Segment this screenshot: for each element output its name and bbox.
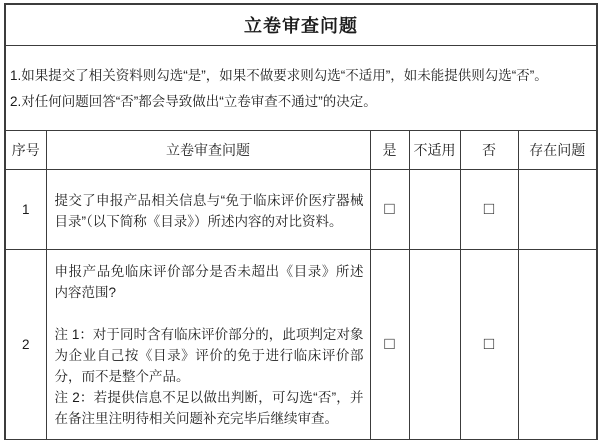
row-number: 1 (5, 170, 46, 250)
table-row-2 (5, 250, 597, 440)
col-header-number: 序号 (5, 131, 46, 170)
col-header-problems: 存在问题 (518, 131, 597, 170)
problems-cell (518, 170, 597, 250)
col-header-question: 立卷审查问题 (46, 131, 370, 170)
no-cell (460, 250, 518, 440)
checkbox-unchecked-icon[interactable]: □ (384, 333, 395, 353)
question-text: 申报产品免临床评价部分是否未超出《目录》所述内容范围? (54, 264, 364, 301)
table-header-row (5, 131, 597, 170)
question-note-1: 注 1：对于同时含有临床评价部分的，此项判定对象为企业自己按《目录》评价的免于进行临床评价部分，而不是整个产品。 (54, 327, 364, 385)
col-header-not-applicable: 不适用 (409, 131, 460, 170)
checkbox-unchecked-icon[interactable]: □ (483, 199, 495, 218)
yes-cell (370, 250, 409, 440)
checkbox-unchecked-icon[interactable]: □ (483, 333, 495, 353)
review-table (4, 3, 598, 440)
row-number: 2 (5, 250, 46, 440)
title-row (5, 4, 597, 46)
problems-cell (518, 250, 597, 440)
checkbox-unchecked-icon[interactable]: □ (384, 199, 395, 218)
col-header-yes: 是 (370, 131, 409, 170)
question-text: 提交了申报产品相关信息与“免于临床评价医疗器械目录”（以下简称《目录》）所述内容的对比资料。 (54, 192, 364, 229)
question-note-2: 注 2：若提供信息不足以做出判断，可勾选“否”，并在备注里注明待相关问题补充完毕后继续审查。 (54, 390, 364, 427)
instructions-row (5, 46, 597, 131)
not-applicable-cell (409, 250, 460, 440)
question-cell (46, 250, 370, 440)
not-applicable-cell (409, 170, 460, 250)
instruction-line-1: 1.如果提交了相关资料则勾选“是”，如果不做要求则勾选“不适用”，如未能提供则勾选“否”。 (10, 68, 548, 83)
instruction-line-2: 2.对任何问题回答“否”都会导致做出“立卷审查不通过”的决定。 (10, 94, 377, 109)
question-cell (46, 170, 370, 250)
yes-cell (370, 170, 409, 250)
table-row-1 (5, 170, 597, 250)
col-header-no: 否 (460, 131, 518, 170)
page-title: 立卷审查问题 (244, 16, 359, 36)
no-cell (460, 170, 518, 250)
